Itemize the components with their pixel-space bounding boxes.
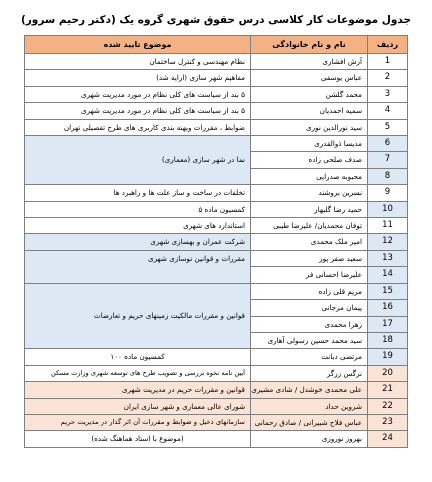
student-name: سید نورالدین نوری [251,119,368,135]
row-number: 15 [368,283,408,299]
approved-topic: شرکت عمران و بهسازی شهری [25,234,251,250]
row-number: 22 [368,398,408,414]
student-name: محبوبه صدرایی [251,168,368,184]
approved-topic: تخلفات در ساخت و ساز علت ها و راهبرد ها [25,185,251,201]
row-number: 19 [368,349,408,365]
table-row [25,185,408,201]
topics-table [24,35,408,448]
student-name: عباس یوسفی [251,70,368,86]
student-name: علی محمدی خوشدل / شادی مشیری [251,382,368,398]
approved-topic: مفاهیم شهر سازی (ارایه شد) [25,70,251,86]
table-row [25,70,408,86]
student-name: علیرضا احسانی فر [251,267,368,283]
approved-topic: نما در شهر سازی (معماری) [25,136,251,185]
table-row [25,54,408,70]
header-name: نام و نام خانوادگی [251,36,368,54]
approved-topic: کمسیون ماده ۵ [25,201,251,217]
table-row [25,349,408,365]
student-name: مریم قلی زاده [251,283,368,299]
student-name: بهروز نوروزی [251,431,368,447]
table-row [25,86,408,102]
row-number: 2 [368,70,408,86]
row-number: 8 [368,168,408,184]
student-name: مرتضی دیانت [251,349,368,365]
table-row [25,431,408,447]
approved-topic: ۵ بند از سیاست های کلی نظام در مورد مدیریت شهری [25,86,251,102]
table-row [25,414,408,430]
row-number: 4 [368,103,408,119]
row-number: 23 [368,414,408,430]
table-row [25,119,408,135]
row-number: 13 [368,250,408,266]
row-number: 6 [368,136,408,152]
student-name: سمیه احمدیان [251,103,368,119]
student-name: پیمان مرجانی [251,300,368,316]
student-name: نرگس زرگر [251,365,368,381]
row-number: 5 [368,119,408,135]
student-name: توفان محمدیان/ علیرضا طیبی [251,218,368,234]
row-number: 1 [368,54,408,70]
table-row [25,136,408,152]
approved-topic: مقررات و قوانین نوسازی شهری [25,250,251,283]
table-row [25,365,408,381]
student-name: مدیسا ذوالقدری [251,136,368,152]
row-number: 3 [368,86,408,102]
row-number: 21 [368,382,408,398]
row-number: 10 [368,201,408,217]
student-name: سعید صفر پور [251,250,368,266]
approved-topic: شورای عالی معماری و شهر سازی ایران [25,398,251,414]
row-number: 17 [368,316,408,332]
table-row [25,103,408,119]
approved-topic: ۵ بند از سیاست های کلی نظام در مورد مدیریت شهری [25,103,251,119]
student-name: عباس فلاح شبیرانی / صادق رحمانی [251,414,368,430]
row-number: 11 [368,218,408,234]
header-topic: موضوع تایید شده [25,36,251,54]
student-name: سید محمد حسین رسولی آهاری [251,332,368,348]
approved-topic: نظام مهندسی و کنترل ساختمان [25,54,251,70]
student-name: صدف صلحی زاده [251,152,368,168]
row-number: 12 [368,234,408,250]
row-number: 14 [368,267,408,283]
table-row [25,398,408,414]
student-name: آرش افشاری [251,54,368,70]
row-number: 9 [368,185,408,201]
approved-topic: کمسیون ماده ۱۰۰ [25,349,251,365]
row-number: 16 [368,300,408,316]
student-name: حمید رضا گلبهار [251,201,368,217]
row-number: 7 [368,152,408,168]
header-row-number: ردیف [368,36,408,54]
row-number: 18 [368,332,408,348]
approved-topic: (موضوع با استاد هماهنگ شده) [25,431,251,447]
approved-topic: استاندارد های شهری [25,218,251,234]
approved-topic: قوانین و مقررات حریم در مدیریت شهری [25,382,251,398]
student-name: زهرا محمدی [251,316,368,332]
table-row [25,382,408,398]
table-row [25,234,408,250]
approved-topic: آیین نامه نحوه بررسی و تصویب طرح های توسعه شهری وزارت مسکن [25,365,251,381]
approved-topic: سازمانهای ذخیل و ضوابط و مقررات آن اثر گذار در مدیریت حریم [25,414,251,430]
table-header-row [25,36,408,54]
row-number: 20 [368,365,408,381]
table-row [25,201,408,217]
approved-topic: ضوابط ، مقررات وبهنه بندی کاربری های طرح تفصیلی تهران [25,119,251,135]
student-name: نسرین بروشند [251,185,368,201]
row-number: 24 [368,431,408,447]
table-row [25,250,408,266]
student-name: شروین حداد [251,398,368,414]
table-row [25,218,408,234]
student-name: امیر ملک محمدی [251,234,368,250]
table-row [25,283,408,299]
student-name: محمد گلشن [251,86,368,102]
approved-topic: قوانین و مقررات مالکیت زمینهای حریم و تعارضات [25,283,251,349]
page-title: جدول موضوعات کار کلاسی درس حقوق شهری گروه یک (دکتر رحیم سرور) [20,14,412,26]
